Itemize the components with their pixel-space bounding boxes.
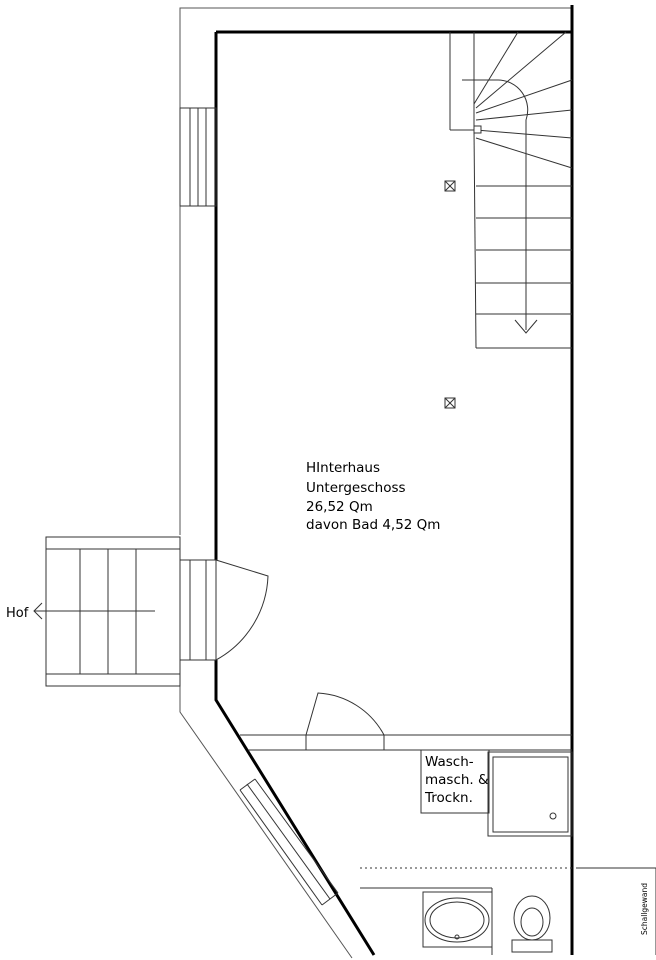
laundry-line1: Wasch- — [425, 754, 474, 770]
room-bath-area: davon Bad 4,52 Qm — [306, 517, 441, 533]
window-left — [180, 108, 216, 206]
shower-tray — [488, 752, 572, 836]
toilet — [512, 896, 552, 952]
room-area: 26,52 Qm — [306, 499, 373, 515]
staircase — [450, 32, 572, 348]
laundry-line3: Trockn. — [425, 790, 473, 806]
exterior-steps — [34, 537, 180, 686]
exit-label-hof: Hof — [6, 606, 29, 621]
entry-door — [180, 560, 268, 660]
side-label: Schallgewand — [640, 882, 649, 935]
ceiling-vent-icon — [445, 181, 455, 191]
room-label — [306, 460, 440, 533]
sink — [423, 892, 492, 947]
room-name: HInterhaus — [306, 460, 381, 476]
room-floor: Untergeschoss — [306, 480, 406, 496]
window-diagonal — [240, 779, 338, 905]
laundry-line2: masch. & — [425, 772, 489, 788]
ceiling-vent-icon — [445, 398, 455, 408]
